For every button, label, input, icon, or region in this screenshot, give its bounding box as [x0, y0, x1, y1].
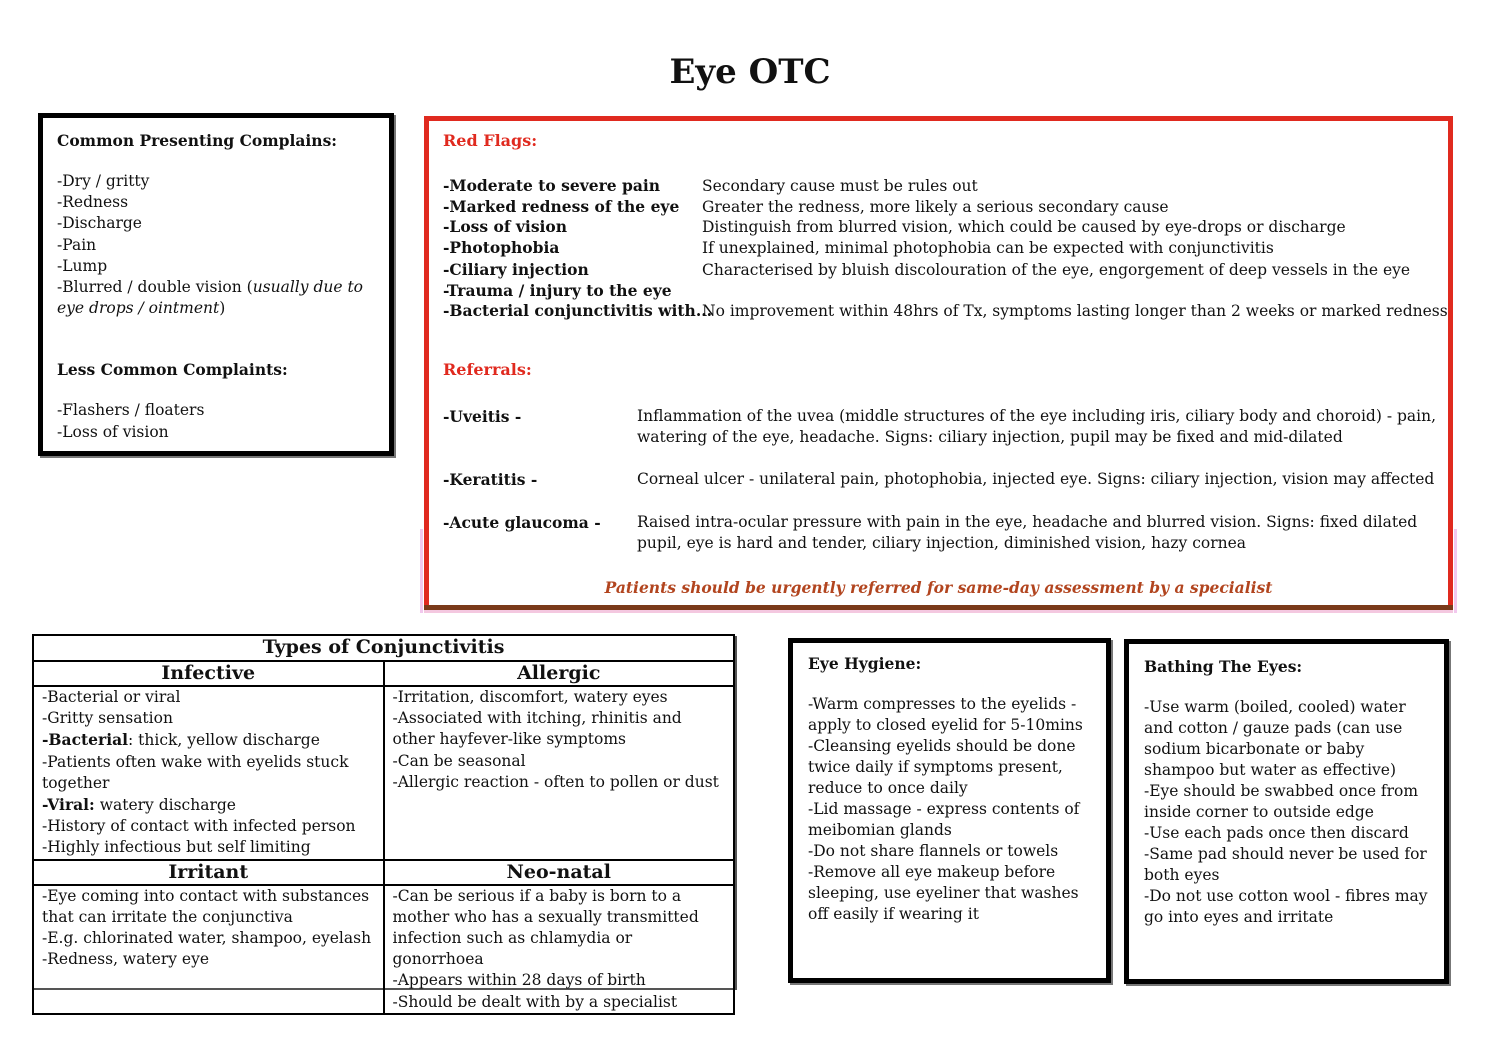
- referrals-heading: Referrals:: [443, 360, 532, 379]
- referral-key: -Keratitis -: [443, 470, 538, 489]
- referral-value: Corneal ulcer - unilateral pain, photophobia, injected eye. Signs: ciliary injection, vision may affected: [637, 470, 1435, 488]
- complaint-item: -Dry / gritty: [57, 172, 150, 190]
- referral-key: -Acute glaucoma -: [443, 513, 601, 532]
- hygiene-item: -Remove all eye makeup before sleeping, use eyeliner that washes off easily if wearing it: [808, 863, 1079, 923]
- red-flags-heading: Red Flags:: [443, 131, 538, 150]
- neonatal-cell: -Can be serious if a baby is born to a mother who has a sexually transmitted infection such as chlamydia or gonorrhoea -Appears within 28 days of birth -Should be dealt with by a specialist: [384, 885, 735, 1014]
- irritant-heading: Irritant: [33, 860, 384, 885]
- divider: [424, 605, 1453, 610]
- bathing-eyes-heading: Bathing The Eyes:: [1144, 657, 1303, 676]
- complaint-item-blurred: -Blurred / double vision (usually due to: [57, 278, 364, 297]
- allergic-cell: -Irritation, discomfort, watery eyes -Associated with itching, rhinitis and other hayfever-like symptoms -Can be seasonal -Allergic reaction - often to pollen or dust: [384, 686, 735, 860]
- hygiene-item: -Cleansing eyelids should be done twice daily if symptoms present, reduce to once daily: [808, 737, 1076, 797]
- referral-value: Raised intra-ocular pressure with pain in the eye, headache and blurred vision. Signs: fixed dilated pupil, eye is hard and tender, ciliary injection, diminished vision, hazy cornea: [637, 513, 1418, 552]
- urgent-referral-note: Patients should be urgently referred for same-day assessment by a specialist: [604, 578, 1273, 597]
- red-flag-row: -Loss of vision Distinguish from blurred vision, which could be caused by eye-drops or discharge: [443, 217, 1346, 236]
- infective-cell: -Bacterial or viral -Gritty sensation -Bacterial: thick, yellow discharge -Patients often wake with eyelids stuck together -Viral: watery discharge -History of contact with infected person -Highly infectious but self limiting: [33, 686, 384, 860]
- red-flags-box: [424, 116, 1453, 610]
- complaint-item: -Redness: [57, 193, 129, 212]
- bathing-item: -Do not use cotton wool - fibres may go into eyes and irritate: [1144, 887, 1428, 926]
- conjunctivitis-title: Types of Conjunctivitis: [33, 635, 734, 661]
- red-flag-row: -Marked redness of the eye Greater the redness, more likely a serious secondary cause: [443, 197, 1169, 216]
- allergic-heading: Allergic: [384, 661, 735, 686]
- hygiene-item: -Warm compresses to the eyelids - apply to closed eyelid for 5-10mins: [808, 695, 1083, 734]
- referral-key: -Uveitis -: [443, 407, 522, 426]
- bathing-item: -Use warm (boiled, cooled) water and cotton / gauze pads (can use sodium bicarbonate or baby shampoo but water as effective): [1144, 698, 1406, 779]
- less-complaint-item: -Flashers / floaters: [57, 401, 205, 420]
- red-flag-row: -Ciliary injection Characterised by bluish discolouration of the eye, engorgement of deep vessels in the eye: [443, 260, 1411, 279]
- referral-value: Inflammation of the uvea (middle structures of the eye including iris, ciliary body and choroid) - pain, watering of the eye, headache. Signs: ciliary injection, pupil may be fixed and mid-dilated: [637, 407, 1437, 446]
- divider: [420, 529, 423, 613]
- neonatal-heading: Neo-natal: [384, 860, 735, 885]
- page-title: Eye OTC: [669, 52, 831, 92]
- complaint-item: -Pain: [57, 235, 97, 254]
- hygiene-item: -Lid massage - express contents of meibomian glands: [808, 800, 1080, 839]
- red-flag-row: -Moderate to severe pain Secondary cause must be rules out: [443, 176, 978, 195]
- infective-heading: Infective: [33, 661, 384, 686]
- bathing-item: -Same pad should never be used for both eyes: [1144, 845, 1427, 884]
- hygiene-item: -Do not share flannels or towels: [808, 842, 1059, 860]
- eye-hygiene-heading: Eye Hygiene:: [808, 654, 922, 673]
- conjunctivitis-table: [32, 634, 735, 1011]
- less-complaints-heading: Less Common Complaints:: [57, 360, 288, 380]
- bathing-eyes-box: [1124, 639, 1449, 984]
- eye-hygiene-box: [788, 638, 1111, 983]
- red-flag-row: -Trauma / injury to the eye: [443, 281, 672, 300]
- bathing-item: -Eye should be swabbed once from inside corner to outside edge: [1144, 782, 1419, 821]
- irritant-cell: -Eye coming into contact with substances that can irritate the conjunctiva -E.g. chlorinated water, shampoo, eyelash -Redness, watery eye: [33, 885, 384, 1014]
- less-complaint-item: -Loss of vision: [57, 422, 169, 441]
- red-flag-row: -Bacterial conjunctivitis with...No improvement within 48hrs of Tx, symptoms lasting longer than 2 weeks or marked redness: [443, 301, 1448, 320]
- complaints-heading: Common Presenting Complains:: [57, 131, 338, 150]
- red-flag-row: -Photophobia If unexplained, minimal photophobia can be expected with conjunctivitis: [443, 238, 1274, 257]
- complaints-box: [38, 113, 394, 456]
- bathing-item: -Use each pads once then discard: [1144, 824, 1409, 842]
- complaint-item: -Discharge: [57, 214, 142, 233]
- complaint-item: -Lump: [57, 256, 108, 275]
- divider: [1454, 529, 1457, 613]
- complaint-item-blurred-cont: eye drops / ointment): [57, 299, 226, 318]
